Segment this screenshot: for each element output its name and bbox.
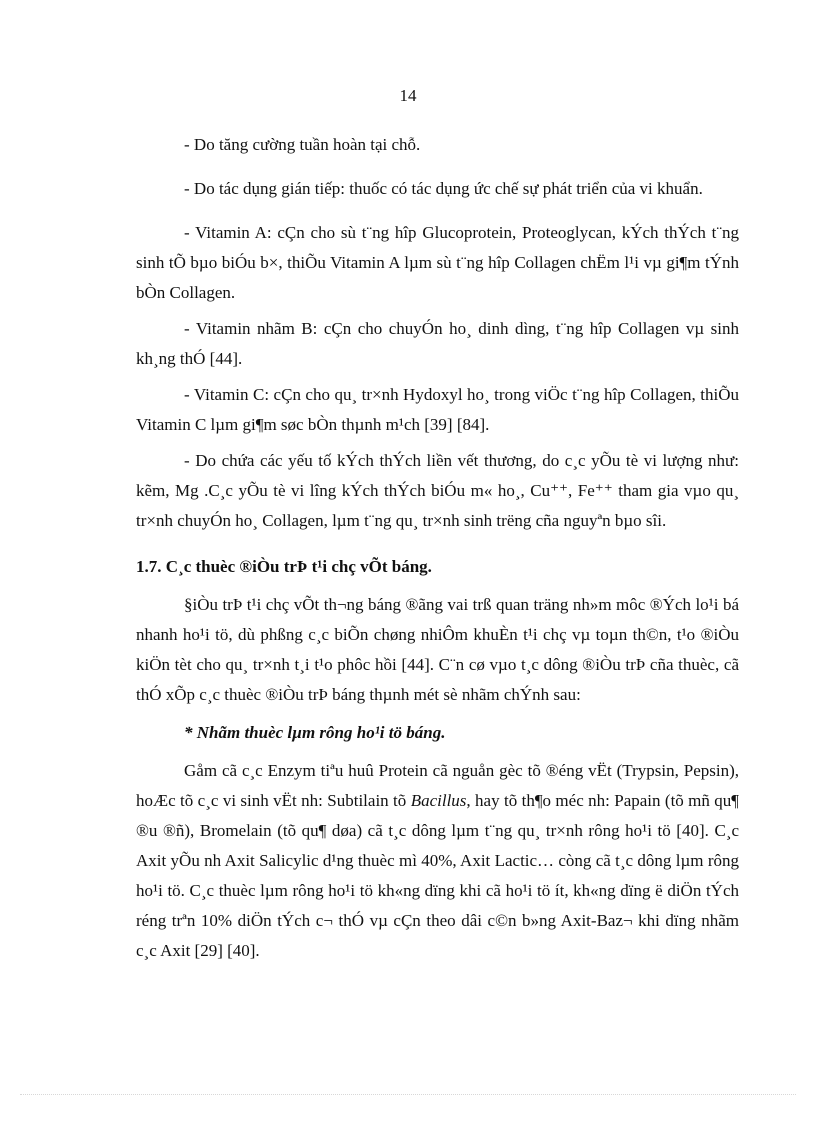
paragraph-enzymes-italic: Bacillus <box>410 791 467 810</box>
subheading-necrosis-removal: * Nhãm thuèc lµm rông ho¹i tö báng. <box>184 723 446 742</box>
paragraph-vitamin-a: - Vitamin A: cÇn cho sù t¨ng hîp Glucoprotein, Proteoglycan, kÝch thÝch t¨ng sinh tÕ bµo biÓu b×, thiÕu Vitamin A lµm sù t¨ng hîp Collagen chËm l¹i vµ gi¶m tÝnh bÒn Collagen. <box>136 223 739 302</box>
footer-divider <box>20 1094 796 1095</box>
paragraph-vitamin-c: - Vitamin C: cÇn cho qu¸ tr×nh Hydoxyl ho¸ trong viÖc t¨ng hîp Collagen, thiÕu Vitamin C lµm gi¶m søc bÒn thµnh m¹ch [39] [84]. <box>136 385 739 434</box>
section-heading: 1.7. C¸c thuèc ®iÒu trÞ t¹i chç vÕt báng. <box>136 557 432 576</box>
paragraph-local-treatment: §iÒu trÞ t¹i chç vÕt th¬ng báng ®ãng vai trß quan träng nh»m môc ®Ých lo¹i bá nhanh ho¹i tö, dù phßng c¸c biÕn chøng nhiÔm khuÈn t¹i chç vµ toµn th©n, t¹o ®iÒu kiÖn tèt cho qu¸ tr×nh t¸i t¹o phôc hồi [44]. C¨n cø vµo t¸c dông ®iÒu trÞ cña thuèc, cã thÓ xÕp c¸c thuèc ®iÒu trÞ báng thµnh mét sè nhãm chÝnh sau: <box>136 595 739 704</box>
paragraph-trace-elements: - Do chứa các yếu tố kÝch thÝch liền vết thương, do c¸c yÕu tè vi lượng như: kẽm, Mg .C¸c yÕu tè vi lîng kÝch thÝch biÓu m« ho¸, Cu⁺⁺, Fe⁺⁺ tham gia vµo qu¸ tr×nh chuyÓn ho¸ Collagen, lµm t¨ng qu¸ tr×nh sinh trëng cña nguyªn bµo sîi. <box>136 451 739 530</box>
paragraph-enzymes-text-2: , hay tõ th¶o méc nh: Papain (tõ mñ qu¶ ®u ®ñ), Bromelain (tõ qu¶ døa) cã t¸c dông lµm t¨ng qu¸ tr×nh rông ho¹i tö [40]. C¸c Axit yÕu nh Axit Salicylic d¹ng thuèc mì 40%, Axit Lactic… còng cã t¸c dông lµm rông ho¹i tö. C¸c thuèc lµm rông ho¹i tö kh«ng dïng khi cã ho¹i tö ít, kh«ng dïng ë diÖn tÝch réng trªn 10% diÖn tÝch c¬ thÓ vµ cÇn theo dâi c©n b»ng Axit-Baz¬ khi dïng nhãm c¸c Axit [29] [40]. <box>136 791 739 960</box>
paragraph-enzymes-text-1: Gåm cã c¸c Enzym tiªu huû Protein cã nguån gèc tõ ®éng vËt (Trypsin, Pepsin), hoÆc tõ c¸c vi sinh vËt nh: Subtilain tõ <box>136 761 739 810</box>
list-item-local-circulation: - Do tăng cường tuần hoàn tại chỗ. <box>184 135 421 154</box>
list-item-indirect-effect: - Do tác dụng gián tiếp: thuốc có tác dụng ức chế sự phát triển của vi khuẩn. <box>184 179 703 198</box>
page-number: 14 <box>399 86 417 105</box>
paragraph-vitamin-b: - Vitamin nhãm B: cÇn cho chuyÓn ho¸ dinh dìng, t¨ng hîp Collagen vµ sinh kh¸ng thÓ [44]. <box>136 319 739 368</box>
document-body <box>136 130 739 966</box>
paragraph-enzymes <box>136 756 739 966</box>
